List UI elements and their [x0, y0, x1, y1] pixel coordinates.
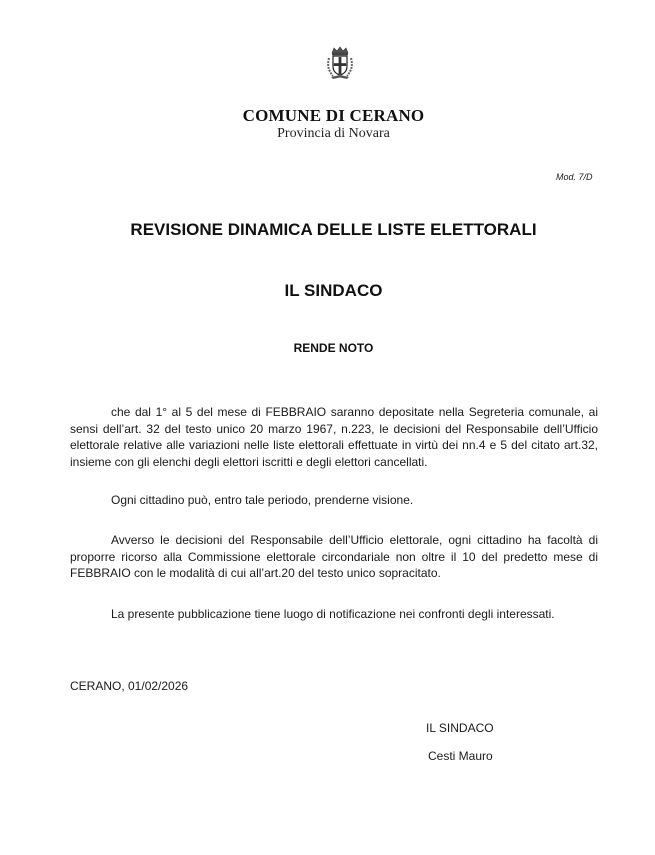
signature-title: IL SINDACO	[426, 721, 494, 735]
paragraph-notification: La presente pubblicazione tiene luogo di notificazione nei confronti degli interessati.	[111, 607, 555, 621]
municipality-name: COMUNE DI CERANO	[242, 106, 425, 125]
paragraph-deposit: che dal 1° al 5 del mese di FEBBRAIO saranno depositate nella Segreteria comunale, ai sensi dell’art. 32 del testo unico 20 marzo 1967, n.223, le decisioni del Responsabile dell’Ufficio elettorale relative alle variazioni nelle liste elettorali effettuate in virtù dei nn.4 e 5 del citato art.32, insieme con gli elenchi degli elettori iscritti e degli elettori cancellati.	[70, 405, 598, 469]
issuer-heading: IL SINDACO	[284, 281, 383, 300]
paragraph-view: Ogni cittadino può, entro tale periodo, prenderne visione.	[111, 493, 414, 507]
notice-title: REVISIONE DINAMICA DELLE LISTE ELETTORALI	[130, 220, 537, 239]
form-code: Mod. 7/D	[556, 172, 593, 182]
coat-of-arms-icon	[323, 44, 357, 82]
province-name: Provincia di Novara	[277, 126, 390, 141]
paragraph-appeal: Avverso le decisioni del Responsabile dell’Ufficio elettorale, ogni cittadino ha facoltà di proporre ricorso alla Commissione elettorale circondariale non oltre il 10 del predetto mese di FEBBRAIO con le modalità di cui all’art.20 del testo unico sopracitato.	[70, 533, 598, 580]
announcement-heading: RENDE NOTO	[293, 341, 374, 355]
signature-name: Cesti Mauro	[428, 749, 493, 763]
place-date: CERANO, 01/02/2026	[70, 679, 189, 693]
